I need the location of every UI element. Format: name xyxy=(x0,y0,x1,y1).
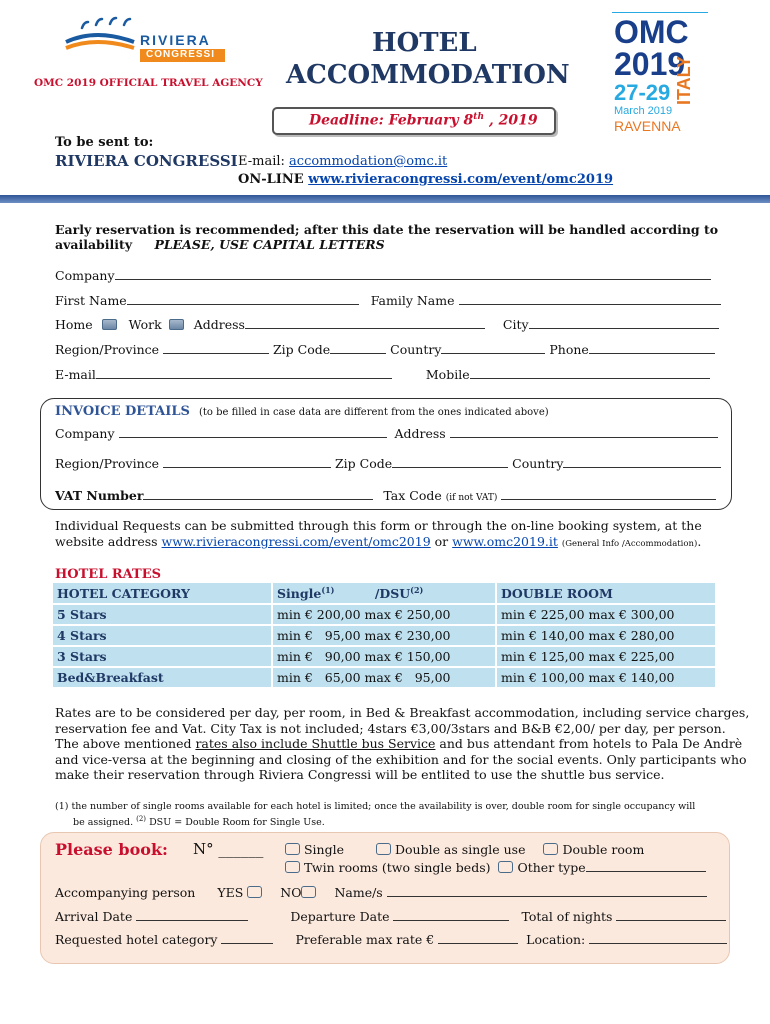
yes-label: YES xyxy=(217,885,244,900)
omc-logo-country: ITALY xyxy=(674,55,694,105)
region-row xyxy=(55,342,715,357)
rate-row xyxy=(53,626,715,645)
agency-label: OMC 2019 OFFICIAL TRAVEL AGENCY xyxy=(34,77,263,89)
vat-field[interactable] xyxy=(143,488,373,500)
max-rate-field[interactable] xyxy=(438,932,518,944)
rates-text-l4: and vice-versa at the beginning and closing of the exhibition and for the social events. Only participants who xyxy=(55,751,747,767)
room-type-row2 xyxy=(285,860,706,875)
first-name-label: First Name xyxy=(55,293,127,308)
rates-text-l3-post: and bus attendant from hotels to Pala De Andrè xyxy=(435,736,743,751)
rate-double: min € 100,00 max € 140,00 xyxy=(497,668,715,687)
email-row xyxy=(55,367,710,382)
invoice-zip-label: Zip Code xyxy=(335,456,393,471)
online-link[interactable]: www.rivieracongressi.com/event/omc2019 xyxy=(308,172,614,187)
footnote-l1: (1) the number of single rooms available for each hotel is limited; once the availability is over, double room for single occupancy will xyxy=(55,801,696,812)
category-field[interactable] xyxy=(221,932,273,944)
arrival-field[interactable] xyxy=(136,909,248,921)
departure-label: Departure Date xyxy=(290,909,390,924)
omc-logo-dates: 27-29 xyxy=(614,80,671,105)
logo-name: RIVIERA xyxy=(140,32,211,48)
rate-single: min € 95,00 max € 230,00 xyxy=(273,626,495,645)
invoice-note: (to be filled in case data are different from the ones indicated above) xyxy=(198,407,549,418)
accompanying-label: Accompanying person xyxy=(55,885,196,900)
nights-label: Total of nights xyxy=(521,909,613,924)
deadline-text xyxy=(309,112,538,129)
work-checkbox[interactable] xyxy=(169,319,184,330)
work-label: Work xyxy=(128,317,162,332)
vat-label: VAT Number xyxy=(55,488,144,503)
rate-row xyxy=(53,647,715,666)
no-label: NO xyxy=(280,885,302,900)
home-label: Home xyxy=(55,317,93,332)
invoice-company-field[interactable] xyxy=(119,426,387,438)
twin-checkbox[interactable] xyxy=(285,861,300,873)
twin-label: Twin rooms (two single beds) xyxy=(303,860,491,875)
omc-logo-line1: OMC xyxy=(614,14,689,50)
home-checkbox[interactable] xyxy=(102,319,117,330)
city-field[interactable] xyxy=(529,317,719,329)
rate-single: min € 65,00 max € 95,00 xyxy=(273,668,495,687)
region-field[interactable] xyxy=(163,342,269,354)
footnote-l2 xyxy=(55,813,695,829)
single-label: Single xyxy=(303,842,344,857)
max-rate-label: Preferable max rate € xyxy=(295,932,435,947)
double-room-label: Double room xyxy=(562,842,645,857)
individual-end: . xyxy=(697,534,702,549)
rates-title: HOTEL RATES xyxy=(55,567,162,582)
individual-prefix: website address xyxy=(55,534,162,549)
rate-single: min € 90,00 max € 150,00 xyxy=(273,647,495,666)
double-room-checkbox[interactable] xyxy=(543,843,558,855)
page-title-line1: HOTEL xyxy=(372,28,477,58)
omc-logo-city: RAVENNA xyxy=(614,118,681,134)
rates-text-l3-pre: The above mentioned xyxy=(55,736,196,751)
logo-sub: CONGRESSI xyxy=(146,49,216,60)
phone-field[interactable] xyxy=(589,342,715,354)
names-label: Name/s xyxy=(334,885,383,900)
country-field[interactable] xyxy=(441,342,545,354)
rates-table xyxy=(51,581,717,689)
names-field[interactable] xyxy=(387,885,707,897)
location-label: Location: xyxy=(526,932,586,947)
header-single-sup: (1) xyxy=(321,585,335,595)
region-label: Region/Province xyxy=(55,342,160,357)
rate-double: min € 140,00 max € 280,00 xyxy=(497,626,715,645)
invoice-address-label: Address xyxy=(394,426,446,441)
rates-text-l3 xyxy=(55,736,749,752)
invoice-zip-field[interactable] xyxy=(392,456,508,468)
rate-category: Bed&Breakfast xyxy=(53,668,271,687)
online-label: ON-LINE xyxy=(238,172,309,187)
deadline-prefix: Deadline: February 8 xyxy=(309,112,474,129)
company-field[interactable] xyxy=(115,268,711,280)
footnote-l2-sup: (2) xyxy=(136,815,147,823)
other-type-field[interactable] xyxy=(586,860,706,872)
location-field[interactable] xyxy=(589,932,727,944)
invoice-region-field[interactable] xyxy=(163,456,331,468)
email-field[interactable] xyxy=(96,367,392,379)
individual-url2[interactable]: www.omc2019.it xyxy=(452,534,558,549)
address-row xyxy=(55,317,719,332)
departure-field[interactable] xyxy=(393,909,509,921)
notice-caps: PLEASE, USE CAPITAL LETTERS xyxy=(154,237,385,252)
preferences-row xyxy=(55,932,727,947)
family-name-field[interactable] xyxy=(459,293,721,305)
header-dsu-label: /DSU xyxy=(374,586,411,602)
invoice-region-label: Region/Province xyxy=(55,456,160,471)
single-checkbox[interactable] xyxy=(285,843,300,855)
mobile-field[interactable] xyxy=(470,367,710,379)
footnote-l2-post: DSU = Double Room for Single Use. xyxy=(146,817,325,829)
header-single-label: Single xyxy=(277,586,322,602)
header-dsu-sup: (2) xyxy=(410,585,424,595)
header-category: HOTEL CATEGORY xyxy=(53,583,271,603)
other-type-label: Other type xyxy=(517,860,586,875)
rate-double: min € 125,00 max € 225,00 xyxy=(497,647,715,666)
individual-or: or xyxy=(430,534,453,549)
rates-text-l3-u: rates also include Shuttle bus Service xyxy=(195,736,436,751)
contact-company: RIVIERA CONGRESSI xyxy=(55,152,238,170)
header-divider xyxy=(0,195,770,203)
invoice-company-label: Company xyxy=(55,426,115,441)
rates-text-l1: Rates are to be considered per day, per room, in Bed & Breakfast accommodation, including service charges, xyxy=(55,705,750,720)
rate-row xyxy=(53,605,715,624)
notice-line1: Early reservation is recommended; after this date the reservation will be handled according to xyxy=(55,222,719,237)
double-single-label: Double as single use xyxy=(394,842,526,857)
omc-logo-rule xyxy=(612,12,708,13)
header-single xyxy=(273,583,495,603)
address-field[interactable] xyxy=(245,317,485,329)
deadline-suffix: , 2019 xyxy=(484,112,538,129)
rate-category: 3 Stars xyxy=(53,647,271,666)
rate-category: 5 Stars xyxy=(53,605,271,624)
tax-note: (if not VAT) xyxy=(445,493,498,503)
deadline-sup: th xyxy=(473,112,484,122)
double-single-checkbox[interactable] xyxy=(376,843,391,855)
family-name-label: Family Name xyxy=(370,293,455,308)
omc-logo-month: March 2019 xyxy=(614,105,673,117)
invoice-title: INVOICE DETAILS xyxy=(55,404,190,419)
name-row xyxy=(55,293,721,308)
footnote xyxy=(55,800,695,829)
rates-text-l2: reservation fee and Vat. City Tax is not included; 4stars €3,00/3stars and B&B €2,00/ per day, per person. xyxy=(55,720,726,736)
rates-header-row xyxy=(53,583,715,603)
individual-line1: Individual Requests can be submitted through this form or through the on-line booking system, at the xyxy=(55,518,702,533)
accompanying-row xyxy=(55,885,707,900)
booking-number: N° ______ xyxy=(193,840,264,858)
tax-field[interactable] xyxy=(501,488,716,500)
footnote-l2-pre: be assigned. xyxy=(73,817,137,829)
no-checkbox[interactable] xyxy=(301,886,316,898)
room-type-row1 xyxy=(285,842,644,857)
city-label: City xyxy=(502,317,529,332)
contact-email-row xyxy=(238,154,447,169)
company-row xyxy=(55,268,711,283)
company-label: Company xyxy=(55,268,115,283)
invoice-vat-row xyxy=(55,488,716,503)
rate-single: min € 200,00 max € 250,00 xyxy=(273,605,495,624)
arrival-label: Arrival Date xyxy=(55,909,133,924)
country-label: Country xyxy=(390,342,442,357)
rate-row xyxy=(53,668,715,687)
other-type-checkbox[interactable] xyxy=(498,861,513,873)
category-label: Requested hotel category xyxy=(55,932,218,947)
page-title-line2: ACCOMMODATION xyxy=(286,60,570,90)
invoice-address-field[interactable] xyxy=(450,426,718,438)
nights-field[interactable] xyxy=(616,909,726,921)
yes-checkbox[interactable] xyxy=(247,886,262,898)
invoice-country-label: Country xyxy=(512,456,564,471)
invoice-region-row xyxy=(55,456,721,471)
mobile-label: Mobile xyxy=(425,367,470,382)
address-label: Address xyxy=(193,317,245,332)
rate-category: 4 Stars xyxy=(53,626,271,645)
contact-online-row xyxy=(238,172,613,187)
email-label: E-mail: xyxy=(238,154,290,169)
omc-logo xyxy=(610,10,710,140)
notice-availability: availability xyxy=(55,237,133,252)
individual-small: (General Info /Accommodation) xyxy=(561,539,698,549)
email-field-label: E-mail xyxy=(55,367,96,382)
individual-url1[interactable]: www.rivieracongressi.com/event/omc2019 xyxy=(161,534,431,549)
to-be-sent-label: To be sent to: xyxy=(55,135,154,150)
tax-label: Tax Code xyxy=(383,488,442,503)
invoice-company-row xyxy=(55,426,718,441)
omc-logo-line2: 2019 xyxy=(614,46,686,82)
zip-field[interactable] xyxy=(330,342,386,354)
booking-title: Please book: xyxy=(55,840,168,859)
rates-paragraph xyxy=(55,705,749,783)
header-double: DOUBLE ROOM xyxy=(497,583,715,603)
rates-text-l5: make their reservation through Riviera Congressi will be entlited to use the shuttle bus service. xyxy=(55,767,665,782)
rate-double: min € 225,00 max € 300,00 xyxy=(497,605,715,624)
phone-label: Phone xyxy=(549,342,589,357)
invoice-country-field[interactable] xyxy=(563,456,721,468)
notice-line2 xyxy=(55,237,385,252)
dates-row xyxy=(55,909,726,924)
zip-label: Zip Code xyxy=(273,342,331,357)
first-name-field[interactable] xyxy=(127,293,359,305)
invoice-title-row xyxy=(55,400,549,419)
email-link[interactable]: accommodation@omc.it xyxy=(289,154,448,169)
individual-line2 xyxy=(55,534,701,549)
